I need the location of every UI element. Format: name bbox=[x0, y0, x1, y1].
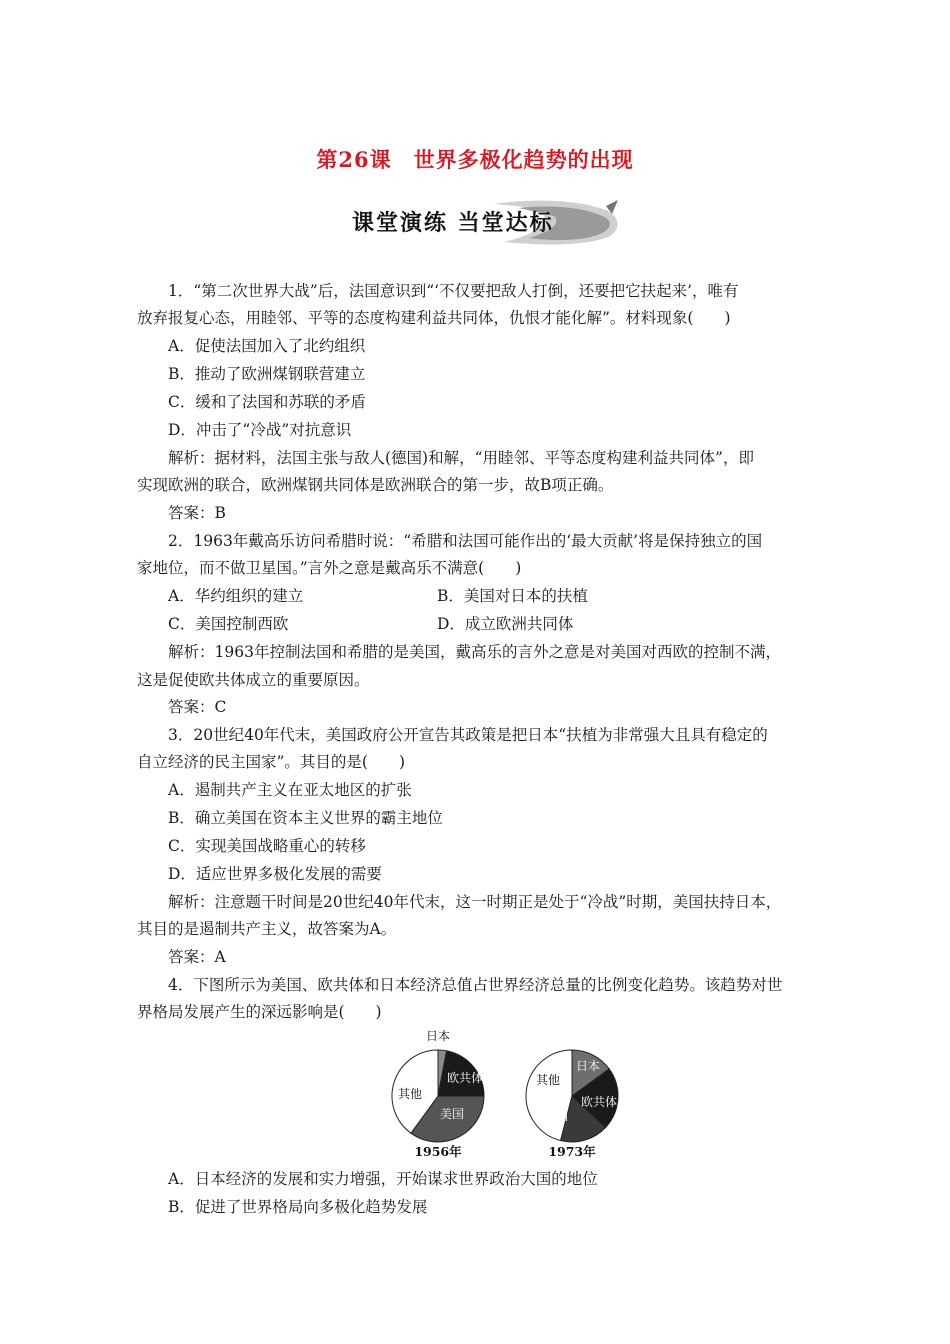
q3-answer: 答案：A bbox=[168, 948, 226, 966]
q4-option-a: A．日本经济的发展和实力增强，开始谋求世界政治大国的地位 bbox=[168, 1170, 598, 1188]
q1-stem-1: 1．“第二次世界大战”后，法国意识到“‘不仅要把敌人打倒，还要把它扶起来’，唯有 bbox=[168, 282, 739, 300]
q3-stem-2: 自立经济的民主国家”。其目的是( ) bbox=[137, 753, 406, 771]
q1-explanation-1: 解析：据材料，法国主张与敌人(德国)和解，“用睦邻、平等态度构建利益共同体”，即 bbox=[168, 449, 754, 467]
pie-slice-label: 欧共体 bbox=[580, 1095, 618, 1109]
pie-year-label: 1973年 bbox=[548, 1144, 596, 1158]
section-banner bbox=[344, 196, 626, 250]
q4-stem-2: 界格局发展产生的深远影响是( ) bbox=[137, 1003, 382, 1021]
q2-explanation-2: 这是促使欧共体成立的重要原因。 bbox=[137, 671, 370, 689]
pie-slice-label: 其他 bbox=[535, 1073, 561, 1087]
q1-option-d: D．冲击了“冷战”对抗意识 bbox=[168, 421, 352, 439]
q3-option-d: D．适应世界多极化发展的需要 bbox=[168, 865, 382, 883]
q2-explanation-1: 解析：1963年控制法国和希腊的是美国，戴高乐的言外之意是对美国对西欧的控制不满， bbox=[168, 643, 781, 661]
q2-option-a: A．华约组织的建立 bbox=[168, 587, 304, 605]
pie-slice-label: 日本 bbox=[425, 1029, 451, 1043]
q4-stem-1: 4．下图所示为美国、欧共体和日本经济总值占世界经济总量的比例变化趋势。该趋势对世 bbox=[168, 976, 783, 994]
pie-slice-label: 其他 bbox=[397, 1087, 423, 1101]
q3-explanation-1: 解析：注意题干时间是20世纪40年代末，这一时期正是处于“冷战”时期，美国扶持日本， bbox=[168, 893, 782, 911]
q2-answer: 答案：C bbox=[168, 698, 227, 716]
q1-stem-2: 放弃报复心态，用睦邻、平等的态度构建利益共同体，仇恨才能化解”。材料现象( ) bbox=[137, 309, 731, 327]
q1-option-a: A．促使法国加入了北约组织 bbox=[168, 337, 366, 355]
q1-explanation-2: 实现欧洲的联合，欧洲煤钢共同体是欧洲联合的第一步，故B项正确。 bbox=[137, 476, 614, 494]
pie-slice-label: 美国 bbox=[439, 1107, 465, 1121]
pie-slice-label: 美国 bbox=[543, 1109, 569, 1123]
q1-answer: 答案：B bbox=[168, 504, 226, 522]
q2-option-c: C．美国控制西欧 bbox=[168, 615, 289, 633]
q3-option-c: C．实现美国战略重心的转移 bbox=[168, 837, 366, 855]
q2-stem-1: 2．1963年戴高乐访问希腊时说：“希腊和法国可能作出的‘最大贡献’将是保持独立的国 bbox=[168, 532, 763, 550]
q4-option-b: B．促进了世界格局向多极化趋势发展 bbox=[168, 1198, 428, 1216]
q3-explanation-2: 其目的是遏制共产主义，故答案为A。 bbox=[137, 920, 397, 938]
pie-slice-label: 日本 bbox=[575, 1059, 601, 1073]
pie-charts-svg bbox=[380, 1026, 640, 1158]
q3-option-b: B．确立美国在资本主义世界的霸主地位 bbox=[168, 809, 443, 827]
q3-option-a: A．遏制共产主义在亚太地区的扩张 bbox=[168, 781, 412, 799]
q2-stem-2: 家地位，而不做卫星国。”言外之意是戴高乐不满意( ) bbox=[137, 559, 522, 577]
q2-option-b: B．美国对日本的扶植 bbox=[437, 587, 588, 605]
q1-option-b: B．推动了欧洲煤钢联营建立 bbox=[168, 365, 366, 383]
banner-title: 课堂演练 当堂达标 bbox=[352, 211, 554, 236]
q1-option-c: C．缓和了法国和苏联的矛盾 bbox=[168, 393, 366, 411]
pie-charts bbox=[380, 1026, 640, 1158]
pie-year-label: 1956年 bbox=[414, 1144, 462, 1158]
q3-stem-1: 3．20世纪40年代末，美国政府公开宣告其政策是把日本“扶植为非常强大且具有稳定的 bbox=[168, 726, 768, 744]
pie-slice-label: 欧共体 bbox=[446, 1071, 484, 1085]
q2-option-d: D．成立欧洲共同体 bbox=[437, 615, 574, 633]
page-title: 第26课 世界多极化趋势的出现 bbox=[316, 147, 634, 172]
